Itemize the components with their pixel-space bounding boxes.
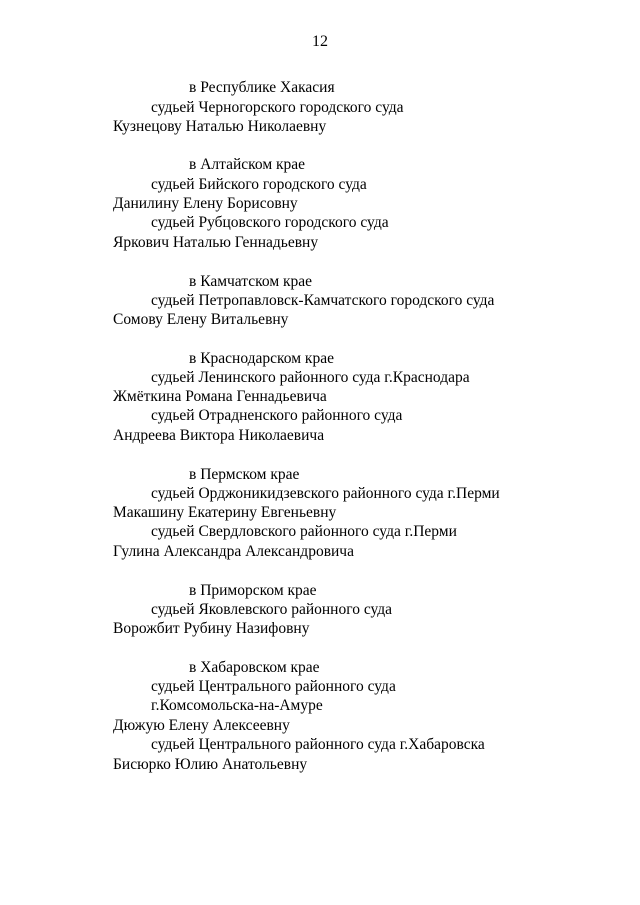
appointee-name: Бисюрко Юлию Анатольевну xyxy=(113,756,308,773)
court-position: судьей Отрадненского районного суда xyxy=(151,407,403,424)
region-heading: в Пермском крае xyxy=(189,466,300,483)
appointee-name: Андреева Виктора Николаевича xyxy=(113,427,325,444)
court-position-continuation: г.Комсомольска-на-Амуре xyxy=(151,697,323,714)
court-position: судьей Центрального районного суда г.Хабаровска xyxy=(151,736,485,753)
page-number: 12 xyxy=(312,33,328,50)
appointee-name: Сомову Елену Витальевну xyxy=(113,311,289,328)
appointee-name: Дюжую Елену Алексеевну xyxy=(113,717,290,734)
court-position: судьей Яковлевского районного суда xyxy=(151,601,393,618)
court-position: судьей Черногорского городского суда xyxy=(151,99,404,116)
region-heading: в Хабаровском крае xyxy=(189,659,320,676)
region-heading: в Краснодарском крае xyxy=(189,350,334,367)
appointee-name: Кузнецову Наталью Николаевну xyxy=(113,118,327,135)
court-position: судьей Ленинского районного суда г.Краснодара xyxy=(151,369,470,386)
court-position: судьей Рубцовского городского суда xyxy=(151,214,389,231)
appointee-name: Данилину Елену Борисовну xyxy=(113,195,298,212)
court-position: судьей Орджоникидзевского районного суда г.Перми xyxy=(151,485,500,502)
region-heading: в Камчатском крае xyxy=(189,273,313,290)
appointee-name: Ворожбит Рубину Назифовну xyxy=(113,620,310,637)
region-heading: в Алтайском крае xyxy=(189,156,306,173)
appointee-name: Яркович Наталью Геннадьевну xyxy=(113,234,319,251)
court-position: судьей Петропавловск-Камчатского городского суда xyxy=(151,292,495,309)
court-position: судьей Свердловского районного суда г.Перми xyxy=(151,523,457,540)
appointee-name: Жмёткина Романа Геннадьевича xyxy=(113,388,327,405)
court-position: судьей Центрального районного суда xyxy=(151,678,396,695)
court-position: судьей Бийского городского суда xyxy=(151,176,367,193)
appointee-name: Макашину Екатерину Евгеньевну xyxy=(113,504,337,521)
appointee-name: Гулина Александра Александровича xyxy=(113,543,354,560)
region-heading: в Приморском крае xyxy=(189,582,317,599)
region-heading: в Республике Хакасия xyxy=(189,79,335,96)
